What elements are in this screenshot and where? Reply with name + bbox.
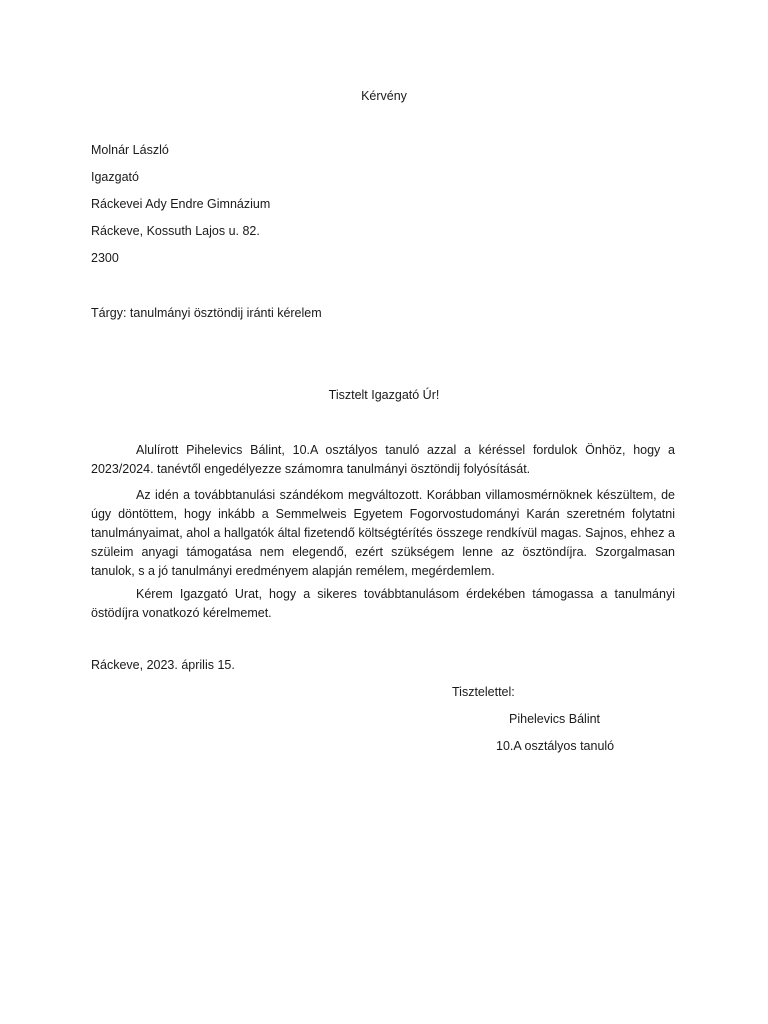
recipient-name: Molnár László: [91, 143, 169, 157]
body-paragraph-3: Kérem Igazgató Urat, hogy a sikeres továbbtanulásom érdekében támogassa a tanulmányi östödíjra vonatkozó kérelmemet.: [91, 587, 675, 620]
body-paragraph-1: Alulírott Pihelevics Bálint, 10.A osztályos tanuló azzal a kéréssel fordulok Önhöz, hogy a 2023/2024. tanévtől engedélyezze számomra tanulmányi ösztöndij folyósítását.: [91, 443, 675, 476]
signature-name: Pihelevics Bálint: [509, 712, 601, 726]
signature-role: 10.A osztályos tanuló: [496, 739, 615, 753]
recipient-address: Ráckeve, Kossuth Lajos u. 82.: [91, 224, 260, 238]
recipient-postal-code: 2300: [91, 251, 119, 265]
closing-greeting: Tisztelettel:: [452, 685, 515, 699]
salutation: Tisztelt Igazgató Úr!: [328, 388, 440, 402]
body-paragraph-2: Az idén a továbbtanulási szándékom megváltozott. Korábban villamosmérnöknek készültem, de úgy döntöttem, hogy inkább a Semmelweis Egyetem Fogorvostudományi Karán szeretném folytatni tanulmányaimat, ahol a hallgatók által fizetendő költségtérítés összege rendkívül magas. Sajnos, ehhez a szüleim anyagi támogatása nem elegendő, ezért szükségem lenne az ösztöndíjra. Szorgalmasan tanulok, s a jó tanulmányi eredményem alapján remélem, megérdemlem.: [91, 488, 675, 578]
document-title: Kérvény: [361, 89, 407, 103]
place-date: Ráckeve, 2023. április 15.: [91, 658, 235, 672]
recipient-institution: Ráckevei Ady Endre Gimnázium: [91, 197, 271, 211]
recipient-position: Igazgató: [91, 170, 139, 184]
subject-line: Tárgy: tanulmányi ösztöndij iránti kérelem: [91, 306, 322, 320]
